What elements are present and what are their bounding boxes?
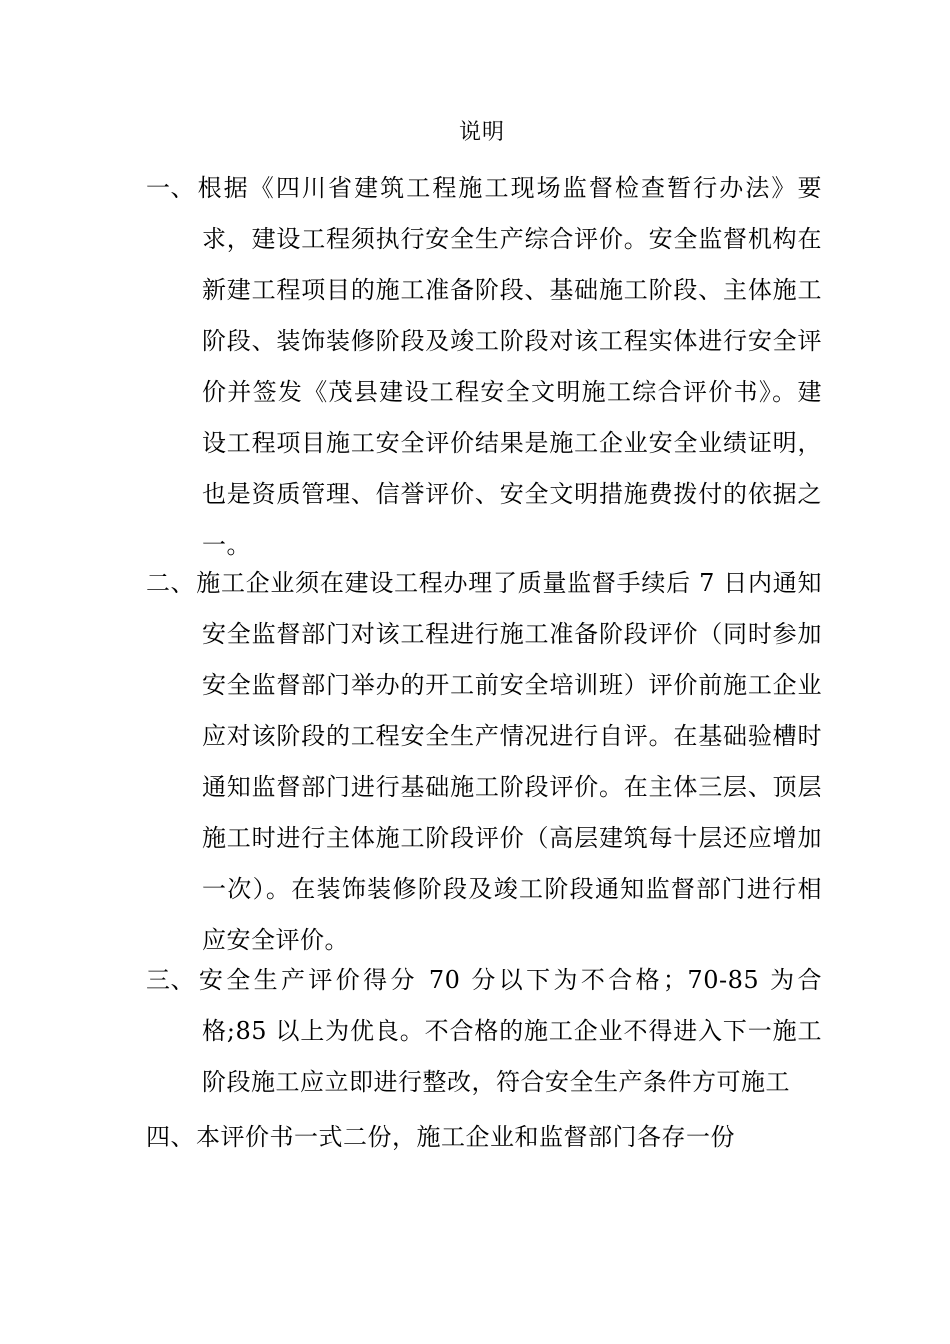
section-body <box>146 163 822 571</box>
section-3 <box>146 955 822 1108</box>
section-numeral: 二、 <box>146 569 195 597</box>
section-body <box>146 955 822 1108</box>
section-body <box>146 558 822 966</box>
section-numeral: 四、 <box>146 1123 195 1151</box>
section-text: 施工企业须在建设工程办理了质量监督手续后 7 日内通知安全监督部门对该工程进行施工准备阶段评价（同时参加安全监督部门举办的开工前安全培训班）评价前施工企业应对该阶段的工程安全生产情况进行自评。在基础验槽时通知监督部门进行基础施工阶段评价。在主体三层、顶层施工时进行主体施工阶段评价（高层建筑每十层还应增加一次）。在装饰装修阶段及竣工阶段通知监督部门进行相应安全评价。 <box>196 569 822 954</box>
section-2 <box>146 558 822 966</box>
section-text: 安全生产评价得分 70 分以下为不合格；70-85 为合格;85 以上为优良。不合格的施工企业不得进入下一施工阶段施工应立即进行整改，符合安全生产条件方可施工 <box>196 966 822 1096</box>
section-4 <box>146 1112 822 1163</box>
section-1 <box>146 163 822 571</box>
section-numeral: 一、 <box>146 174 195 202</box>
section-text: 本评价书一式二份，施工企业和监督部门各存一份 <box>196 1123 735 1151</box>
page-title: 说明 <box>458 120 505 145</box>
section-body <box>146 1112 822 1163</box>
section-text: 根据《四川省建筑工程施工现场监督检查暂行办法》要求，建设工程须执行安全生产综合评价。安全监督机构在新建工程项目的施工准备阶段、基础施工阶段、主体施工阶段、装饰装修阶段及竣工阶段对该工程实体进行安全评价并签发《茂县建设工程安全文明施工综合评价书》。建设工程项目施工安全评价结果是施工企业安全业绩证明，也是资质管理、信誉评价、安全文明措施费拨付的依据之一。 <box>196 174 822 559</box>
section-numeral: 三、 <box>146 966 195 994</box>
